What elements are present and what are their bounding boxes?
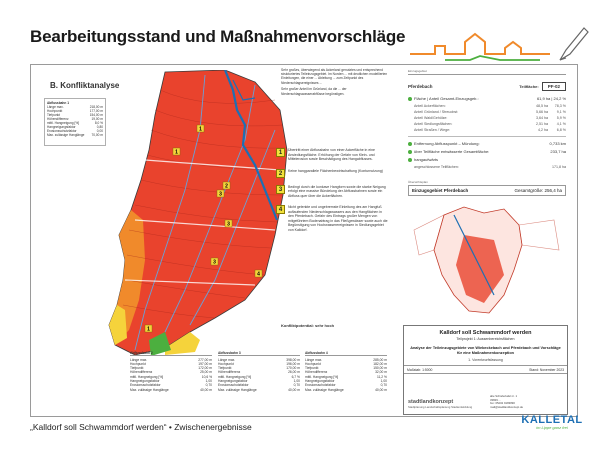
abflussbahn-1-box <box>44 98 106 146</box>
param-label: Hangneigungsfaktor <box>47 125 76 129</box>
param-label: Erosionsschutzfaktor <box>218 383 249 388</box>
legend-item-4: 4 Nicht gelenkte und ungebremste Einleitung des am Hangfuß auflaufenden Niederschlagswassers aus den Hangflächen in den Pferdebach. Gefahr des Eintrags großer Mengen von mitgeführtem Bodenabtrag in das Fließgewässer sowie auch die Begünstigung von Hochwasserereignissen in Siedlungsgebiet von Kalldorf. <box>276 205 388 232</box>
ez-label: Einzugsgebiet <box>408 69 427 73</box>
pencil-icon <box>560 28 588 60</box>
param-value: 150,00 m <box>373 366 387 371</box>
title-block <box>403 325 568 415</box>
param-label: mittl. Hangneigung [%] <box>130 374 164 379</box>
analysis-notes <box>281 68 388 98</box>
param-value: 277,00 m <box>198 357 212 362</box>
abflussbahn-1-rows <box>47 105 103 137</box>
param-label: Hochpunkt <box>305 361 321 366</box>
param-row <box>305 388 387 392</box>
land-use-row: Anteil Grünland / Streuobst: 5,66 ha 9,1 % <box>414 110 566 114</box>
param-label: mittl. Hangneigung [%] <box>218 374 252 379</box>
land-use-row: Anteil Wald/Gehölze: 3,64 ha 5,9 % <box>414 116 566 120</box>
param-label: Max. zulässige Hanglänge <box>218 387 257 392</box>
land-use-row: Anteil Straßen / Wege: 4,2 ha 6,8 % <box>414 128 566 132</box>
param-value: 170,00 m <box>286 366 300 371</box>
conflict-map <box>105 70 295 360</box>
office-address: alte Schiefertafel nr. 1 33829 ... fon: 05202 9183890 mail@stadtlandkonzept.de <box>490 394 524 409</box>
overview-header: Übersichtsplan Einzugsgebiet Pferdebach Gesamtgröße: 256,4 ha <box>408 180 566 196</box>
analysis-title: Analyse der Teileinzugsgebiete von Wiebeckebach und Pferdebach und Vorschläge für eine Maßnahmenkonzeption <box>410 346 561 355</box>
param-label: Tiefpunkt <box>47 113 60 117</box>
header-decoration <box>410 20 590 68</box>
param-label: Hangneigungsfaktor <box>130 378 160 383</box>
param-value: 0,80 <box>96 125 103 129</box>
abflussbahn-4-title: Abflussbahn 4 <box>305 351 387 356</box>
teilflaeche-label: Teilfläche: <box>519 83 539 89</box>
draft-version: 1. Vorentwurfsfassung <box>468 358 503 362</box>
ez-name: Pferdebach <box>408 83 433 89</box>
subproject: Teilprojekt 1: Aussenbereichsflächen <box>456 337 515 341</box>
param-value: 32,00 m <box>375 370 387 375</box>
bullet-icon <box>408 158 412 162</box>
param-label: Höhendifferenz <box>218 370 241 375</box>
land-use-row: Anteil Siedlungsflächen: 2,51 ha 4,1 % <box>414 122 566 126</box>
param-label: Höhendifferenz <box>130 370 153 375</box>
svg-text:3: 3 <box>213 259 216 266</box>
param-value: 8,0 % <box>94 121 103 125</box>
kalletal-logo: KALLETAL im Lippe ganz frei <box>521 414 583 430</box>
param-label: Tiefpunkt <box>305 366 319 371</box>
param-value: 398,00 m <box>286 357 300 362</box>
param-value: 172,00 m <box>198 366 212 371</box>
svg-text:1: 1 <box>147 326 150 333</box>
abflussbahn-2-table <box>130 351 212 392</box>
abflussbahn-2-title: Abflussbahn 2 <box>130 351 212 356</box>
marker-2 <box>223 182 230 190</box>
param-label: Hangneigungsfaktor <box>305 378 335 383</box>
param-value: 1,00 <box>205 378 212 383</box>
conflict-legend <box>276 148 388 239</box>
panel-title: B. Konfliktanalyse <box>50 81 120 90</box>
abflussbahn-4-table <box>305 351 387 392</box>
param-value: 11,2 % <box>376 374 387 379</box>
conflict-potential: Konfliktpotential: sehr hoch <box>281 323 335 328</box>
land-use-shares <box>408 104 566 132</box>
param-value: 0,70 <box>380 383 387 388</box>
param-value: 6,7 % <box>291 374 300 379</box>
project-title: Kalldorf soll Schwammdorf werden <box>439 330 532 336</box>
param-label: Erosionsschutzfaktor <box>130 383 161 388</box>
svg-text:3: 3 <box>219 191 222 198</box>
svg-text:1: 1 <box>175 149 178 156</box>
marker-1 <box>173 148 180 156</box>
param-label: Länge max. <box>305 357 323 362</box>
marker-1b <box>197 125 204 133</box>
param-value: 40,00 m <box>288 387 300 392</box>
overview-name: Einzugsgebiet Pferdebach <box>412 188 469 193</box>
legend-item-1: 1 Übertritt einer Abflussbahn von einer Ackerfläche in eine Ansiedlungsfläche. Erhöhung der Gefahr von Klein- und Mittelerosion sowie Beschädigung des Hangabflusses. <box>276 148 388 162</box>
abflussbahn-3-title: Abflussbahn 3 <box>218 351 300 356</box>
stadtlandkonzept-logo: stadtlandkonzept Stadtplanung Landschaftsplanung Stadtentwicklung <box>408 399 473 409</box>
marker-4 <box>255 270 262 278</box>
param-value: 70,00 m <box>91 133 103 137</box>
param-label: Hochpunkt <box>130 361 146 366</box>
param-value: 154,00 m <box>89 113 103 117</box>
svg-text:4: 4 <box>257 271 260 278</box>
param-label: mittl. Hangneigung [%] <box>47 121 80 125</box>
param-label: Tiefpunkt <box>130 366 144 371</box>
notes-paragraph-2: Sehr großer Anteil im Grünland, da die ... der Niederschlagswasserabflüsse begünstigen. <box>281 87 347 96</box>
abflussbahn-3-table <box>218 351 300 392</box>
overview-map <box>404 195 569 320</box>
bullet-icon <box>408 142 412 146</box>
param-row <box>130 388 212 392</box>
param-value: 0,00 <box>96 129 103 133</box>
marker-3c <box>211 258 218 266</box>
overview-size: Gesamtgröße: 256,4 ha <box>514 188 562 193</box>
param-label: Länge max. <box>218 357 236 362</box>
param-value: 0,70 <box>293 383 300 388</box>
bullet-icon <box>408 150 412 154</box>
param-row <box>218 388 300 392</box>
param-label: Höhendifferenz <box>305 370 328 375</box>
param-label: Länge max. <box>47 105 64 109</box>
param-value: 19,00 m <box>91 117 103 121</box>
param-label: Max. zulässige Hanglänge <box>130 387 169 392</box>
param-value: 197,00 m <box>198 361 212 366</box>
param-value: 10,6 % <box>201 374 212 379</box>
param-label: Hochpunkt <box>218 361 234 366</box>
svg-text:3: 3 <box>227 221 230 228</box>
param-value: 218,00 m <box>89 105 103 109</box>
param-label: Hochpunkt <box>47 109 63 113</box>
legend-item-2: 2 Keine hangparallele Flächenbewirtschaftung (Konturnutzung) <box>276 169 388 178</box>
param-value: 177,00 m <box>89 109 103 113</box>
param-value: 1,00 <box>380 378 387 383</box>
param-label: Max. zulässige Hanglänge <box>47 133 85 137</box>
param-value: 25,00 m <box>200 370 212 375</box>
page-title: Bearbeitungsstand und Maßnahmenvorschläge <box>30 27 406 46</box>
param-value: 40,00 m <box>375 387 387 392</box>
svg-text:2: 2 <box>225 183 228 190</box>
param-label: Hangneigungsfaktor <box>218 378 248 383</box>
date: Stand: November 2023 <box>529 367 564 372</box>
param-value: 26,00 m <box>288 370 300 375</box>
abflussbahn-1-title: Abflussbahn 1 <box>47 101 69 105</box>
param-value: 182,00 m <box>373 361 387 366</box>
param-label: Höhendifferenz <box>47 117 69 121</box>
param-label: mittl. Hangneigung [%] <box>305 374 339 379</box>
param-label: Erosionsschutzfaktor <box>47 129 77 133</box>
param-label: Max. zulässige Hanglänge <box>305 387 344 392</box>
scale: Maßstab: 1:5000 <box>407 367 433 372</box>
notes-paragraph-1: Sehr großes, überwiegend als Ackerland genutztes und entsprechend strukturiertes Teileinzugsgebiet. Im Norden ... mit deutlichen modellierten Einleitungen, die einer ... Ableitung ... zum Zeitpunkt des Niederschlagsereignisses ... <box>281 68 388 85</box>
param-row <box>47 133 103 137</box>
marker-3 <box>225 220 232 228</box>
param-label: Länge max. <box>130 357 148 362</box>
svg-text:1: 1 <box>199 126 202 133</box>
marker-1c <box>145 325 152 333</box>
param-value: 40,00 m <box>200 387 212 392</box>
bullet-icon <box>408 97 412 101</box>
marker-3b <box>217 190 224 198</box>
param-value: 1,00 <box>293 378 300 383</box>
teilflaeche-id: PF-02 <box>542 82 566 91</box>
param-value: 0,70 <box>205 383 212 388</box>
land-use-row: Anteil Ackerflächen: 48,5 ha 78,3 % <box>414 104 566 108</box>
param-label: Tiefpunkt <box>218 366 232 371</box>
param-value: 285,00 m <box>373 357 387 362</box>
legend-item-3: 3 Bedingt durch die konkave Hangform sowie die starke Neigung erfolgt eine massive Bündelung der Abflussbahnen sowie ein Abfluss quer über die Ackerflächen. <box>276 185 388 199</box>
info-panel: Einzugsgebiet Pferdebach Teilfläche: PF-02 Fläche | Anteil Gesamt-Einzugsgeb.: 61,9 ha | 24,2 % Anteil Ackerflächen: 48,5 ha 78,3 % Anteil Grünland / Streuobst: 5,66 ha 9,1 % Anteil Wald/Gehölze: 3,64 ha 5,9 % Anteil Siedlungsflächen: 2,51 ha 4,1 % Anteil Straßen / Wege: 4,2 ha 6,8 % Entfernung Abflusspunkt – Mündung: 0,733 km über Teilfläche entwässerte Gesamtfläche: 233,7 ha hangaufwärts angeschlossene Teilflächen: 171,8 ha <box>408 69 566 169</box>
param-label: Erosionsschutzfaktor <box>305 383 336 388</box>
param-value: 196,00 m <box>286 361 300 366</box>
footer-text: „Kalldorf soll Schwammdorf werden“ • Zwischenergebnisse <box>30 422 252 432</box>
